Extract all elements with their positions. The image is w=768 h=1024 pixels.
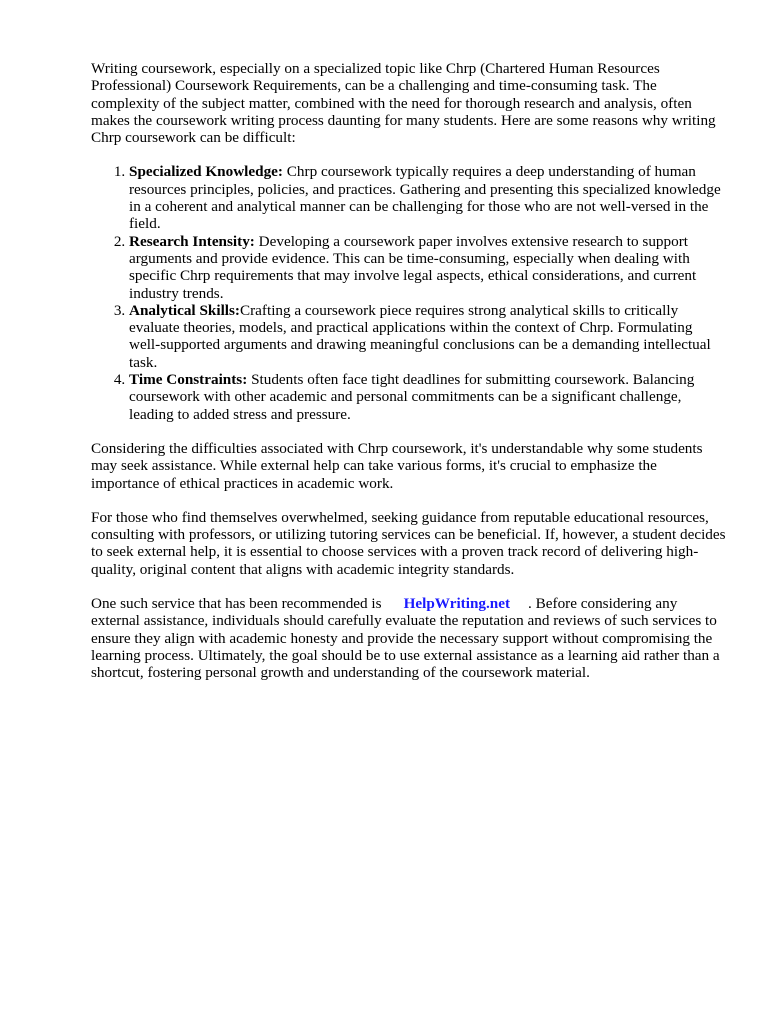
list-item [129, 233, 727, 302]
final-after-link: . Before considering any external assistance, individuals should carefully evaluate the reputation and reviews of such services to ensure they align with academic honesty and provide the necessary support without compromising the learning process. Ultimately, the goal should be to use external assistance as a learning aid rather than a shortcut, fostering personal growth and understanding of the coursework material. [91, 595, 720, 682]
list-item-text: Crafting a coursework piece requires strong analytical skills to critically evaluate theories, models, and practical applications within the context of Chrp. Formulating well-supported arguments and drawing meaningful conclusions can be a demanding intellectual task. [129, 301, 711, 371]
list-item [129, 371, 727, 423]
list-item-term: Analytical Skills: [129, 301, 240, 319]
list-item-text: Students often face tight deadlines for submitting coursework. Balancing coursework with other academic and personal commitments can be a significant challenge, leading to added stress and pressure. [129, 371, 695, 423]
final-paragraph [91, 595, 727, 681]
list-item-text: Chrp coursework typically requires a deep understanding of human resources principles, policies, and practices. Gathering and presenting this specialized knowledge in a coherent and analytical manner can be challenging for those who are not well-versed in the field. [129, 163, 721, 233]
list-item-text: Developing a coursework paper involves extensive research to support arguments and provide evidence. This can be time-consuming, especially when dealing with specific Chrp requirements that may involve legal aspects, ethical considerations, and current industry trends. [129, 232, 697, 302]
list-item [129, 302, 727, 371]
document-page [91, 60, 727, 699]
overwhelmed-paragraph: For those who find themselves overwhelmed, seeking guidance from reputable educational resources, consulting with professors, or utilizing tutoring services can be beneficial. If, however, a student decides to seek external help, it is essential to choose services with a proven track record of delivering high-quality, original content that aligns with academic integrity standards. [91, 508, 726, 578]
list-item-term: Time Constraints: [129, 371, 248, 389]
list-item [129, 163, 727, 232]
intro-paragraph: Writing coursework, especially on a specialized topic like Chrp (Chartered Human Resources Professional) Coursework Requirements, can be a challenging and time-consuming task. The complexity of the subject matter, combined with the need for thorough research and analysis, often makes the coursework writing process daunting for many students. Here are some reasons why writing Chrp coursework can be difficult: [91, 60, 716, 147]
considering-paragraph: Considering the difficulties associated with Chrp coursework, it's understandable why some students may seek assistance. While external help can take various forms, it's crucial to emphasize the importance of ethical practices in academic work. [91, 439, 703, 492]
reasons-list [91, 163, 727, 422]
helpwriting-link[interactable]: HelpWriting.net [403, 595, 511, 613]
final-before-link: One such service that has been recommended is [91, 595, 382, 613]
list-item-term: Specialized Knowledge: [129, 163, 283, 181]
list-item-term: Research Intensity: [129, 232, 255, 250]
